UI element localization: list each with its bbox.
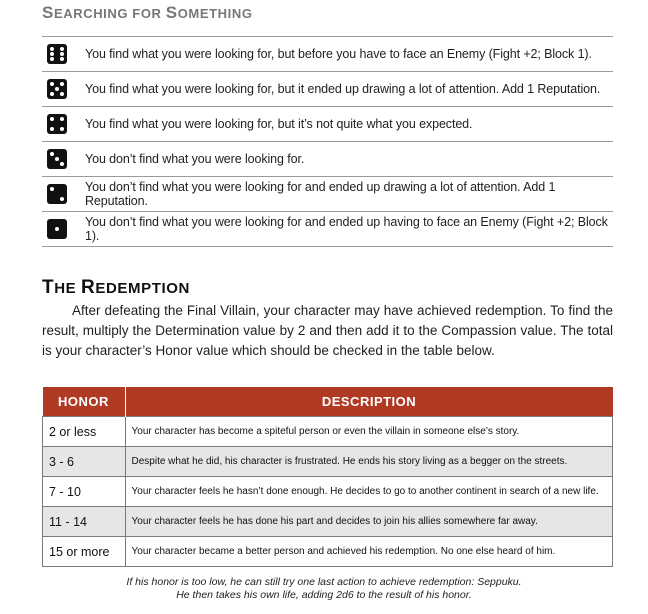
die-face-6-icon <box>47 44 67 64</box>
redemption-paragraph: After defeating the Final Villain, your character may have achieved redemption. To find the result, multiply the Determination value by 2 and then add it to the Compassion value. The total is your character’s Honor value which should be checked in the table below. <box>42 303 613 358</box>
outcome-text: You find what you were looking for, but it ended up drawing a lot of attention. Add 1 Reputation. <box>85 82 601 96</box>
honor-table-header <box>43 387 613 417</box>
honor-table <box>42 387 613 567</box>
title-part: EDEMPTION <box>95 280 190 297</box>
footer-line: If his honor is too low, he can still try one last action to achieve redemption: Seppuku. <box>126 576 522 588</box>
footer-line: He then takes his own life, adding 2d6 to the result of his honor. <box>176 589 472 601</box>
redemption-title <box>42 277 190 299</box>
honor-description: Your character has become a spiteful person or even the villain in someone else’s story. <box>125 417 613 447</box>
die-face-3-icon <box>47 149 67 169</box>
honor-description: Your character feels he has done his part and decides to join his allies somewhere far away. <box>125 507 613 537</box>
seppuku-note <box>0 576 648 602</box>
table-row <box>42 72 613 107</box>
die-face-4-icon <box>47 114 67 134</box>
searching-title <box>42 3 253 23</box>
title-part: R <box>81 277 96 298</box>
table-row <box>42 177 613 212</box>
die-face-1-icon <box>47 219 67 239</box>
table-row <box>43 447 613 477</box>
table-row <box>42 107 613 142</box>
table-row <box>43 507 613 537</box>
honor-description: Your character became a better person and achieved his redemption. No one else heard of him. <box>125 537 613 567</box>
honor-description: Your character feels he hasn’t done enough. He decides to go to another continent in search of a new life. <box>125 477 613 507</box>
table-row <box>43 477 613 507</box>
title-part: EARCHING FOR <box>53 6 166 21</box>
outcome-text: You don’t find what you were looking for and ended up having to face an Enemy (Fight +2; Block 1). <box>85 215 608 243</box>
table-row <box>43 417 613 447</box>
title-part: S <box>165 3 178 22</box>
searching-table <box>42 36 613 247</box>
table-row <box>42 37 613 72</box>
title-part: HE <box>54 280 82 297</box>
honor-column-header: HONOR <box>43 387 126 417</box>
table-row <box>42 142 613 177</box>
title-part: OMETHING <box>177 6 253 21</box>
outcome-text: You don’t find what you were looking for and ended up drawing a lot of attention. Add 1 Reputation. <box>85 180 556 208</box>
title-part: T <box>42 277 55 298</box>
table-row <box>43 537 613 567</box>
honor-description: Despite what he did, his character is frustrated. He ends his story living as a begger on the streets. <box>125 447 613 477</box>
table-row <box>42 212 613 247</box>
honor-value: 3 - 6 <box>43 447 126 477</box>
honor-value: 15 or more <box>43 537 126 567</box>
outcome-text: You find what you were looking for, but before you have to face an Enemy (Fight +2; Block 1). <box>85 47 592 61</box>
honor-value: 2 or less <box>43 417 126 447</box>
die-face-2-icon <box>47 184 67 204</box>
honor-value: 11 - 14 <box>43 507 126 537</box>
honor-value: 7 - 10 <box>43 477 126 507</box>
die-face-5-icon <box>47 79 67 99</box>
description-column-header: DESCRIPTION <box>125 387 613 417</box>
title-part: S <box>42 3 54 22</box>
outcome-text: You don’t find what you were looking for. <box>85 152 305 166</box>
outcome-text: You find what you were looking for, but it’s not quite what you expected. <box>85 117 473 131</box>
